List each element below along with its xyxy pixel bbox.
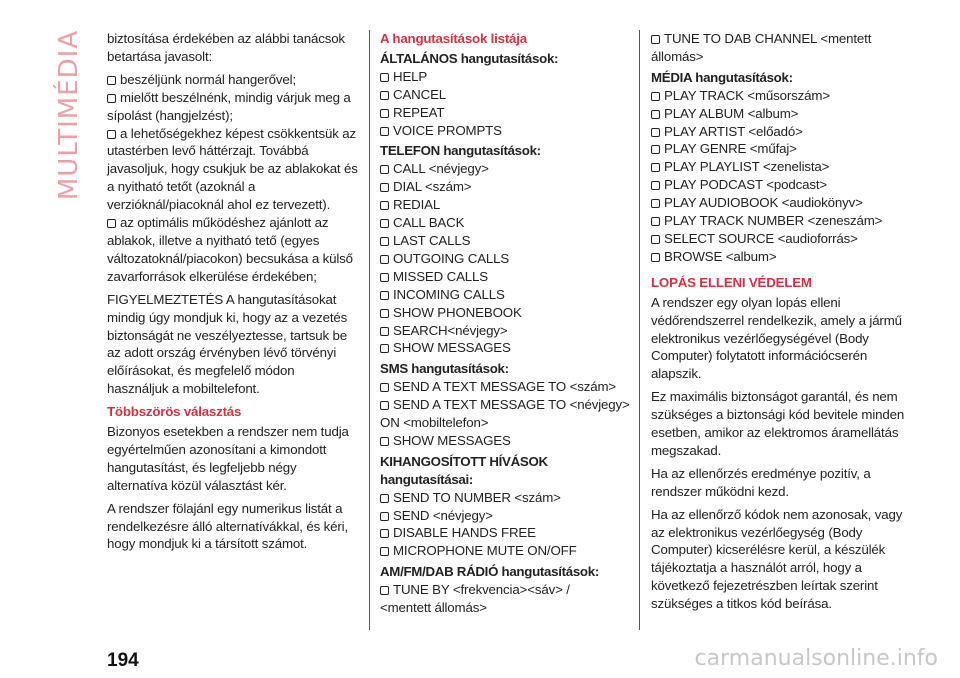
list-item: HELP (380, 68, 635, 86)
checkbox-bullet-icon (107, 94, 116, 103)
list-item: CALL <névjegy> (380, 160, 635, 178)
checkbox-bullet-icon (107, 130, 116, 139)
list-item: LAST CALLS (380, 232, 635, 250)
checkbox-bullet-icon (380, 165, 389, 174)
list-item: PLAY ARTIST <előadó> (651, 123, 911, 141)
list-item: beszéljünk normál hangerővel; (107, 71, 359, 89)
list-item: TUNE TO DAB CHANNEL <mentett (651, 30, 911, 48)
section-side-label (52, 30, 86, 200)
list-item: PLAY TRACK <műsorszám> (651, 87, 911, 105)
handsfree-commands-heading: KIHANGOSÍTOTT HÍVÁSOK hangutasításai: (380, 453, 548, 487)
sms-commands-heading: SMS hangutasítások: (380, 361, 509, 377)
list-item: SHOW MESSAGES (380, 339, 635, 357)
page-number: 194 (107, 650, 139, 671)
warning-paragraph: FIGYELMEZTETÉS A hangutasításokat mindig úgy mondjuk ki, hogy az a vezetés biztonságát ne veszélyeztesse, tartsuk be az adott ország érvényben lévő törvényi előírásokat, és megfelelő módon használjuk a mobiltelefont. (107, 291, 348, 397)
checkbox-bullet-icon (651, 253, 660, 262)
checkbox-bullet-icon (107, 76, 116, 85)
checkbox-bullet-icon (380, 327, 389, 336)
anti-theft-paragraph-1: A rendszer egy olyan lopás elleni védőrendszerrel rendelkezik, amely a jármű elektronikus vezérlőegységével (Body Computer) folytatott információcserén alapszik. (651, 294, 902, 382)
checkbox-bullet-icon (380, 383, 389, 392)
checkbox-bullet-icon (380, 529, 389, 538)
checkbox-bullet-icon (380, 127, 389, 136)
checkbox-bullet-icon (380, 586, 389, 595)
list-item: MICROPHONE MUTE ON/OFF (380, 542, 635, 560)
list-item: PLAY PLAYLIST <zenelista> (651, 158, 911, 176)
anti-theft-paragraph-4: Ha az ellenőrző kódok nem azonosak, vagy az elektronikus vezérlőegység (Body Computer) kicserélésre kerül, a készülék tájékoztatja a használót arról, hogy a következő fejezetrészben leírtak szerint szükséges a titkos kód beírása. (651, 506, 903, 612)
phone-commands-heading: TELEFON hangutasítások: (380, 143, 541, 159)
column-1 (107, 30, 359, 558)
checkbox-bullet-icon (380, 512, 389, 521)
checkbox-bullet-icon (651, 145, 660, 154)
column-2 (380, 30, 635, 617)
list-item: SEND <névjegy> (380, 507, 635, 525)
list-item: SEARCH<névjegy> (380, 322, 635, 340)
list-item: SEND TO NUMBER <szám> (380, 489, 635, 507)
checkbox-bullet-icon (380, 291, 389, 300)
list-item: REPEAT (380, 104, 635, 122)
general-commands-heading: ÁLTALÁNOS hangutasítások: (380, 50, 559, 66)
list-item: OUTGOING CALLS (380, 250, 635, 268)
radio-commands-heading: AM/FM/DAB RÁDIÓ hangutasítások: (380, 564, 599, 580)
checkbox-bullet-icon (651, 217, 660, 226)
list-item: mielőtt beszélnénk, mindig várjuk meg a sípolást (hangjelzést); (107, 89, 351, 123)
list-item: SEND A TEXT MESSAGE TO <szám> (380, 378, 635, 396)
checkbox-bullet-icon (380, 547, 389, 556)
list-item: DISABLE HANDS FREE (380, 524, 635, 542)
checkbox-bullet-icon (651, 199, 660, 208)
column-divider-1 (369, 30, 370, 630)
list-item: PLAY ALBUM <album> (651, 105, 911, 123)
list-item: CALL BACK (380, 214, 635, 232)
list-item: BROWSE <album> (651, 248, 911, 266)
list-item: PLAY PODCAST <podcast> (651, 176, 911, 194)
list-item: SHOW PHONEBOOK (380, 304, 635, 322)
checkbox-bullet-icon (380, 437, 389, 446)
checkbox-bullet-icon (651, 110, 660, 119)
list-item: PLAY AUDIOBOOK <audiokönyv> (651, 194, 911, 212)
checkbox-bullet-icon (380, 273, 389, 282)
list-item: SHOW MESSAGES (380, 432, 635, 450)
checkbox-bullet-icon (380, 309, 389, 318)
checkbox-bullet-icon (380, 344, 389, 353)
list-item: SELECT SOURCE <audioforrás> (651, 230, 911, 248)
list-item: SEND A TEXT MESSAGE TO <névjegy> (380, 396, 635, 414)
checkbox-bullet-icon (380, 73, 389, 82)
media-commands-heading: MÉDIA hangutasítások: (651, 69, 793, 85)
intro-paragraph: biztosítása érdekében az alábbi tanácsok betartása javasolt: (107, 31, 345, 64)
column-3 (651, 30, 911, 618)
checkbox-bullet-icon (380, 255, 389, 264)
checkbox-bullet-icon (651, 235, 660, 244)
checkbox-bullet-icon (380, 401, 389, 410)
list-item-continuation: <mentett állomás> (380, 600, 487, 616)
list-item: INCOMING CALLS (380, 286, 635, 304)
list-item: a lehetőségekhez képest csökkentsük az utastérben levő háttérzajt. Továbbá javasoljuk, hogy csukjuk be az ablakokat és a nyitható tetőt (azoknál a verzióknál/piacoknál ahol ez tervezett). (107, 125, 358, 213)
list-item: PLAY TRACK NUMBER <zeneszám> (651, 212, 911, 230)
watermark: carmanualsonline.info (694, 646, 938, 671)
multi-choice-paragraph-2: A rendszer fölajánl egy numerikus listát a rendelkezésre álló alternatívákkal, és kéri, hogy mondjuk ki a társított számot. (107, 500, 348, 552)
column-divider-2 (639, 30, 640, 630)
checkbox-bullet-icon (380, 237, 389, 246)
checkbox-bullet-icon (380, 91, 389, 100)
list-item-continuation: állomás> (651, 48, 704, 64)
checkbox-bullet-icon (380, 201, 389, 210)
checkbox-bullet-icon (651, 128, 660, 137)
checkbox-bullet-icon (651, 35, 660, 44)
checkbox-bullet-icon (651, 92, 660, 101)
anti-theft-heading: LOPÁS ELLENI VÉDELEM (651, 274, 812, 290)
checkbox-bullet-icon (380, 219, 389, 228)
multi-choice-heading: Többszörös választás (107, 404, 242, 420)
list-item: CANCEL (380, 86, 635, 104)
list-item: az optimális működéshez ajánlott az ablakok, illetve a nyitható tető (egyes változatoknál/piacokon) becsukása a külső zavarforrások elkerülése érdekében; (107, 215, 353, 284)
list-item-continuation: ON <mobiltelefon> (380, 415, 489, 431)
checkbox-bullet-icon (651, 163, 660, 172)
checkbox-bullet-icon (380, 494, 389, 503)
command-list-heading: A hangutasítások listája (380, 31, 527, 46)
list-item: VOICE PROMPTS (380, 122, 635, 140)
anti-theft-paragraph-3: Ha az ellenőrzés eredménye pozitív, a rendszer működni kezd. (651, 465, 871, 499)
list-item: DIAL <szám> (380, 178, 635, 196)
multi-choice-paragraph-1: Bizonyos esetekben a rendszer nem tudja egyértelműen azonosítani a kimondott hangutasítást, és legfeljebb négy alternatíva közül választást kér. (107, 424, 349, 493)
checkbox-bullet-icon (380, 183, 389, 192)
list-item: MISSED CALLS (380, 268, 635, 286)
section-side-label-text: MULTIMÉDIA (54, 29, 85, 201)
checkbox-bullet-icon (651, 181, 660, 190)
list-item: TUNE BY <frekvencia><sáv> / (380, 581, 635, 599)
list-item: REDIAL (380, 196, 635, 214)
list-item: PLAY GENRE <műfaj> (651, 140, 911, 158)
anti-theft-paragraph-2: Ez maximális biztonságot garantál, és nem szükséges a biztonsági kód bevitele minden esetben, amikor az elektromos áramellátás megszakad. (651, 389, 905, 458)
checkbox-bullet-icon (107, 219, 116, 228)
checkbox-bullet-icon (380, 109, 389, 118)
